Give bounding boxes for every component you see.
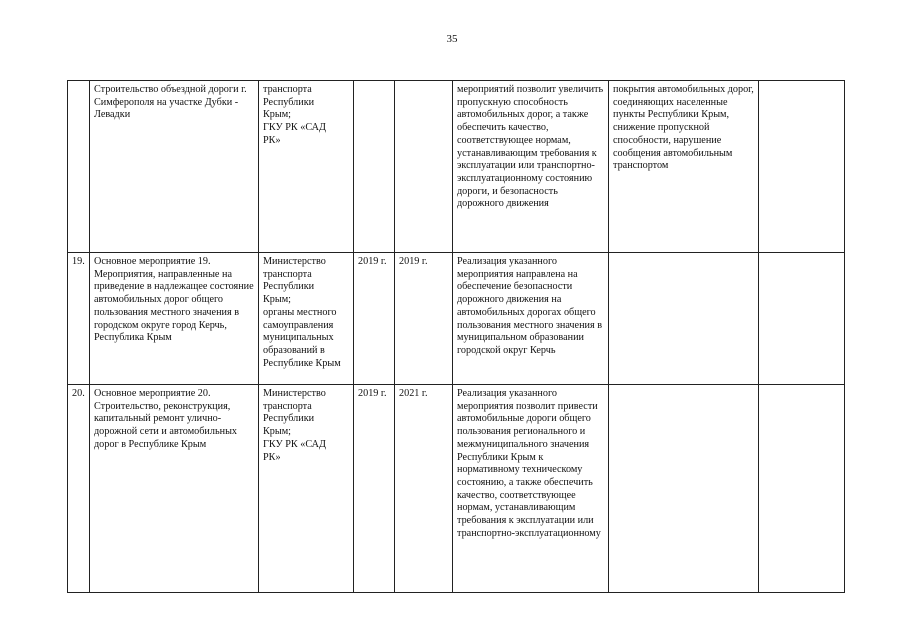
expected-result-cell: мероприятий позволит увеличить пропускную способность автомобильных дорог, а также обеспечить качество, соответствующее нормам, устанавливающим требования к эксплуатации или транспортно-эксплуатационному состоянию дороги, и безопасность дорожного движения bbox=[453, 81, 609, 253]
page-number: 35 bbox=[446, 33, 458, 45]
row-number-cell: 20. bbox=[68, 385, 90, 593]
table-row bbox=[68, 81, 845, 253]
row-number-cell: 19. bbox=[68, 253, 90, 385]
start-year-cell: 2019 г. bbox=[354, 385, 395, 593]
consequences-cell bbox=[609, 385, 759, 593]
activity-name-cell: Основное мероприятие 19. Мероприятия, направленные на приведение в надлежащее состояние автомобильных дорог общего пользования местного значения в городском округе город Керчь, Республика Крым bbox=[90, 253, 259, 385]
indicators-cell bbox=[759, 81, 845, 253]
indicators-cell bbox=[759, 253, 845, 385]
program-activities-table bbox=[67, 80, 845, 593]
consequences-cell bbox=[609, 253, 759, 385]
activity-name-cell: Строительство объездной дороги г. Симферополя на участке Дубки - Левадки bbox=[90, 81, 259, 253]
end-year-cell bbox=[395, 81, 453, 253]
consequences-cell: покрытия автомобильных дорог, соединяющих населенные пункты Республики Крым, снижение пропускной способности, нарушение сообщения автомобильным транспортом bbox=[609, 81, 759, 253]
executor-cell: транспорта Республики Крым; ГКУ РК «САД РК» bbox=[259, 81, 354, 253]
start-year-cell bbox=[354, 81, 395, 253]
table-row bbox=[68, 253, 845, 385]
executor-cell: Министерство транспорта Республики Крым; ГКУ РК «САД РК» bbox=[259, 385, 354, 593]
executor-cell: Министерство транспорта Республики Крым; органы местного самоуправления муниципальных образований в Республике Крым bbox=[259, 253, 354, 385]
row-number-cell bbox=[68, 81, 90, 253]
expected-result-cell: Реализация указанного мероприятия позволит привести автомобильные дороги общего пользования регионального и межмуниципального значения Республики Крым к нормативному техническому состоянию, а также обеспечить качество, соответствующее нормам, устанавливающим требования к эксплуатации или транспортно-эксплуатационному bbox=[453, 385, 609, 593]
table-row bbox=[68, 385, 845, 593]
expected-result-cell: Реализация указанного мероприятия направлена на обеспечение безопасности дорожного движения на автомобильных дорогах общего пользования местного значения в муниципальном образовании городской округ Керчь bbox=[453, 253, 609, 385]
activity-name-cell: Основное мероприятие 20. Строительство, реконструкция, капитальный ремонт улично-дорожной сети и автомобильных дорог в Республике Крым bbox=[90, 385, 259, 593]
end-year-cell: 2019 г. bbox=[395, 253, 453, 385]
end-year-cell: 2021 г. bbox=[395, 385, 453, 593]
start-year-cell: 2019 г. bbox=[354, 253, 395, 385]
indicators-cell bbox=[759, 385, 845, 593]
